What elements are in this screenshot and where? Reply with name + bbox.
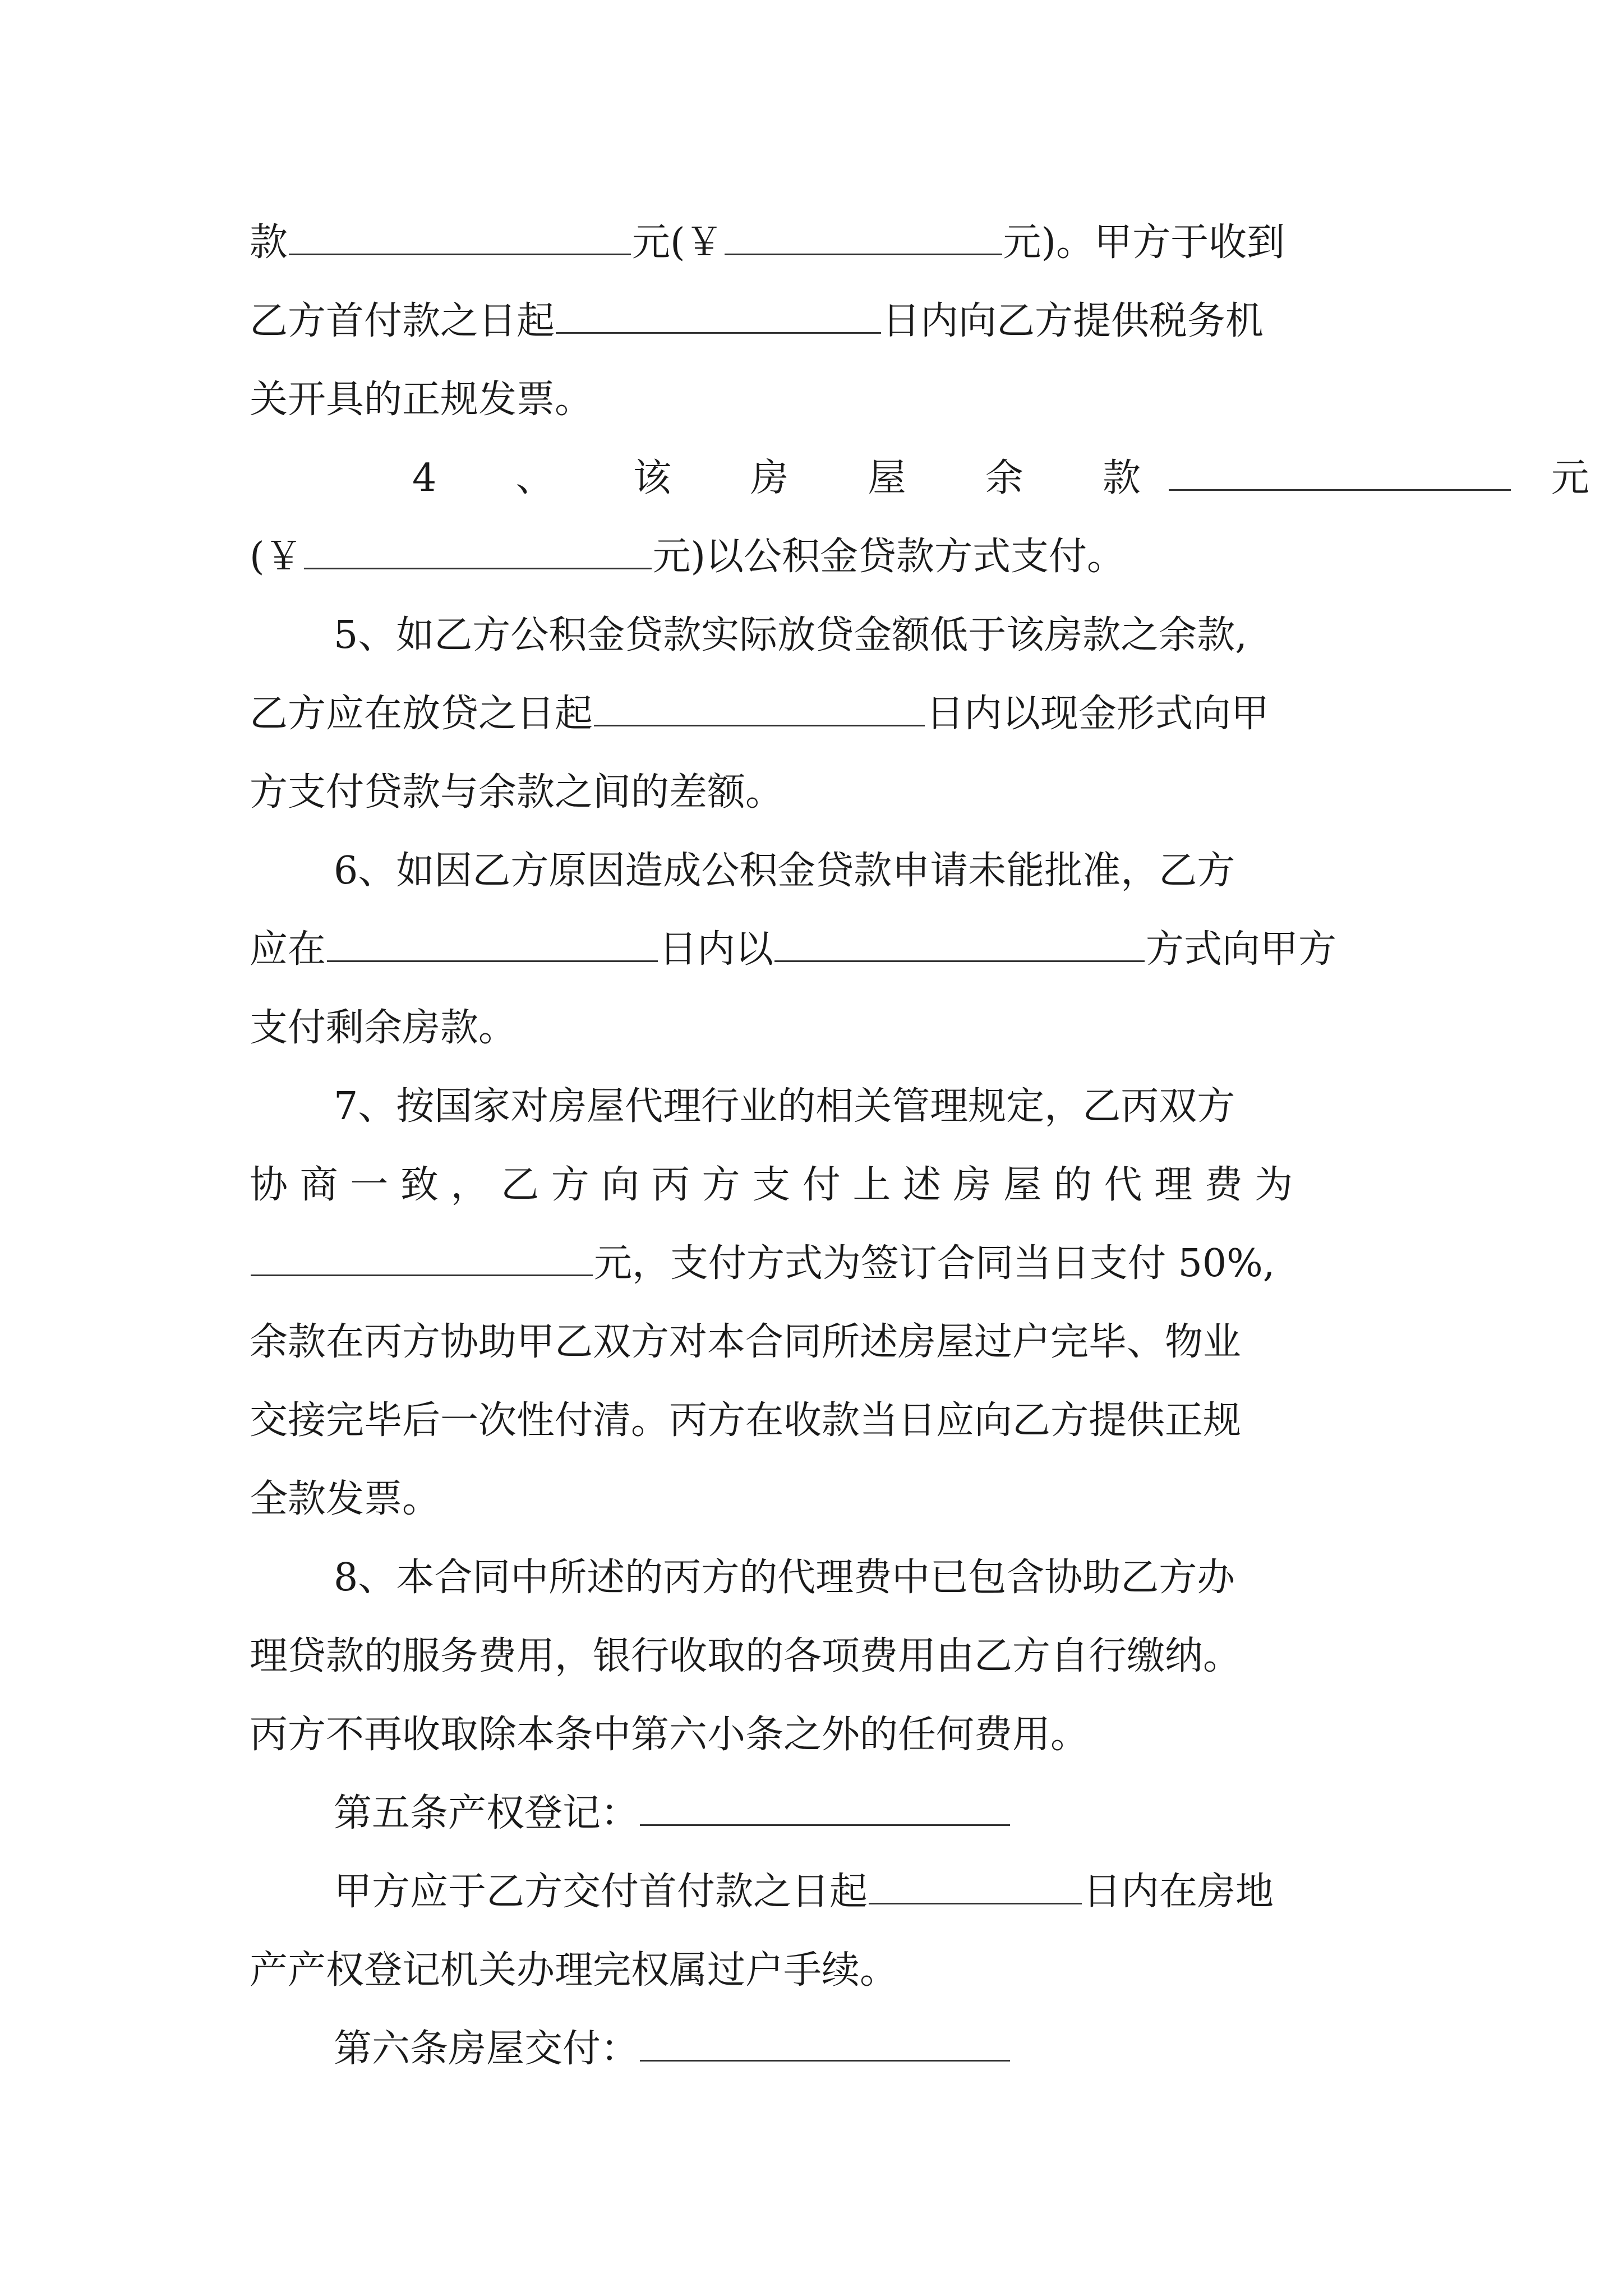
text-segment: 日内在房地 xyxy=(1083,1870,1274,1914)
blank-field[interactable] xyxy=(304,534,652,569)
text-line xyxy=(334,1076,1461,1138)
text-segment: 乙方应在放贷之日起 xyxy=(250,692,593,736)
text-line xyxy=(250,683,1377,745)
blank-field[interactable] xyxy=(869,1869,1082,1904)
text-segment: 元，支付方式为签订合同当日支付 50%, xyxy=(594,1241,1275,1286)
text-line xyxy=(250,1940,1377,2001)
text-segment: 元)以公积金贷款方式支付。 xyxy=(652,535,1126,579)
text-line xyxy=(250,1469,1377,1530)
text-line xyxy=(250,448,1589,509)
text-line xyxy=(250,291,1377,352)
text-segment: 款 xyxy=(250,220,288,265)
text-segment: 理贷款的服务费用，银行收取的各项费用由乙方自行缴纳。 xyxy=(250,1634,1242,1678)
text-line xyxy=(250,369,1377,431)
text-segment: 支付剩余房款。 xyxy=(250,1006,517,1050)
text-line xyxy=(250,1312,1377,1373)
blank-field[interactable] xyxy=(640,1791,1010,1826)
text-segment: 产产权登记机关办理完权属过户手续。 xyxy=(250,1948,898,1993)
blank-field[interactable] xyxy=(640,2026,1010,2062)
text-line xyxy=(250,212,1377,274)
text-line xyxy=(250,1390,1377,1452)
text-segment: 第六条房屋交付： xyxy=(334,2027,639,2071)
text-segment: 协 商 一 致 ， 乙 方 向 丙 方 支 付 上 述 房 屋 的 代 理 费 为 xyxy=(250,1163,1293,1207)
text-line xyxy=(334,840,1461,902)
text-line xyxy=(334,2018,1461,2080)
text-segment: 方式向甲方 xyxy=(1146,927,1337,972)
text-line xyxy=(334,1547,1461,1609)
text-segment: 4 、 该 房 屋 余 款 xyxy=(412,456,1174,500)
text-segment: 方支付贷款与余款之间的差额。 xyxy=(250,770,784,815)
text-segment: 5、如乙方公积金贷款实际放贷金额低于该房款之余款, xyxy=(334,613,1247,657)
text-segment: 日内以现金形式向甲 xyxy=(926,692,1270,736)
text-segment: 第五条产权登记： xyxy=(334,1791,639,1835)
text-segment: 元(￥ xyxy=(632,220,723,265)
text-line xyxy=(334,1783,1461,1844)
text-line xyxy=(250,1233,1377,1295)
text-segment: 乙方首付款之日起 xyxy=(250,299,555,343)
text-segment: 丙方不再收取除本条中第六小条之外的任何费用。 xyxy=(250,1713,1089,1757)
blank-field[interactable] xyxy=(725,220,1002,255)
text-line xyxy=(250,919,1377,981)
text-segment: 6、如因乙方原因造成公积金贷款申请未能批准，乙方 xyxy=(334,849,1235,893)
text-line xyxy=(334,1861,1461,1923)
text-segment: 全款发票。 xyxy=(250,1477,441,1521)
blank-field[interactable] xyxy=(251,1241,593,1276)
text-line xyxy=(334,605,1461,666)
blank-field[interactable] xyxy=(594,691,925,726)
blank-field[interactable] xyxy=(327,927,658,962)
text-line xyxy=(250,1626,1377,1687)
blank-field[interactable] xyxy=(774,927,1145,962)
text-segment: 关开具的正规发票。 xyxy=(250,378,593,422)
text-segment: 7、按国家对房屋代理行业的相关管理规定，乙丙双方 xyxy=(334,1084,1235,1129)
text-line xyxy=(250,1704,1377,1766)
text-segment: 日内以 xyxy=(659,927,774,972)
text-segment: 余款在丙方协助甲乙双方对本合同所述房屋过户完毕、物业 xyxy=(250,1320,1242,1364)
text-segment: 交接完毕后一次性付清。丙方在收款当日应向乙方提供正规 xyxy=(250,1398,1242,1443)
text-segment: 元 xyxy=(1551,456,1589,500)
blank-field[interactable] xyxy=(1169,455,1511,491)
text-segment: 日内向乙方提供税务机 xyxy=(882,299,1264,343)
blank-field[interactable] xyxy=(556,298,881,334)
blank-field[interactable] xyxy=(289,220,631,255)
text-segment: 甲方应于乙方交付首付款之日起 xyxy=(334,1870,868,1914)
text-line xyxy=(250,997,1377,1059)
text-segment: 元)。甲方于收到 xyxy=(1003,220,1285,265)
text-line xyxy=(250,526,1377,588)
text-segment: 应在 xyxy=(250,927,326,972)
text-line xyxy=(250,762,1377,823)
text-line xyxy=(250,1154,1377,1216)
text-segment: (￥ xyxy=(250,535,303,579)
text-segment: 8、本合同中所述的丙方的代理费中已包含协助乙方办 xyxy=(334,1556,1235,1600)
